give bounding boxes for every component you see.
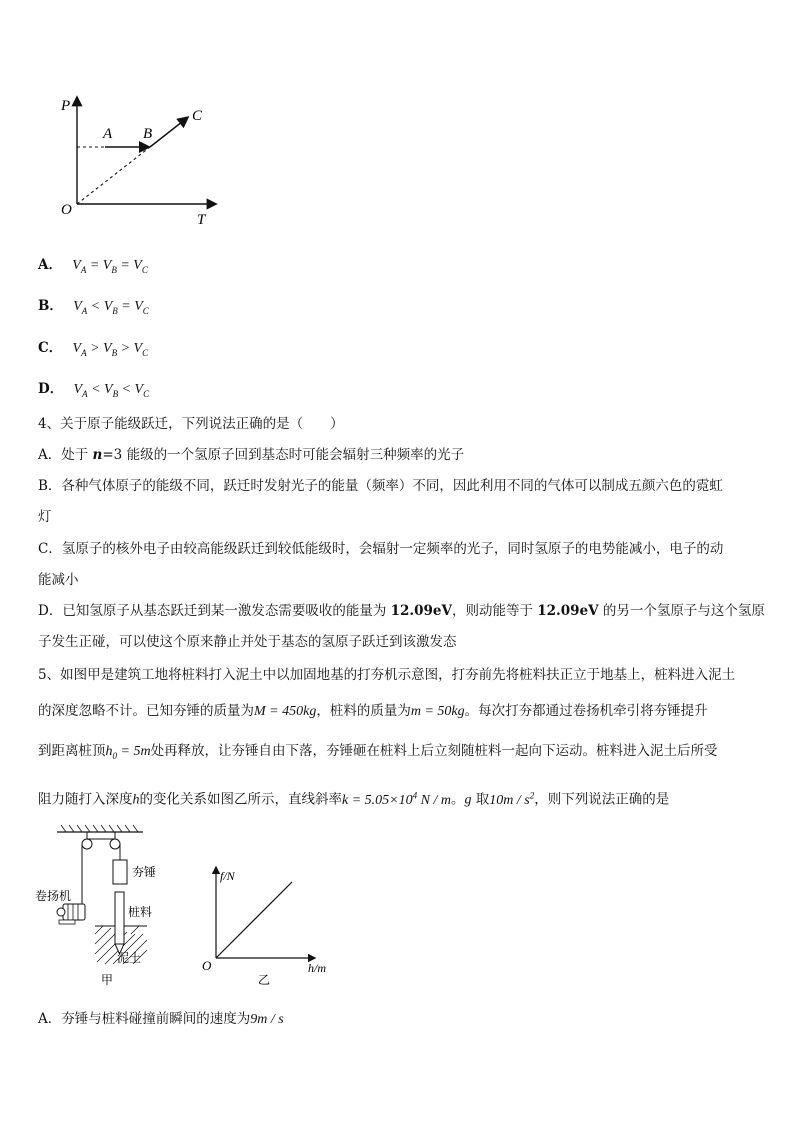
point-b-label: B [143,126,153,142]
pile-label: 桩料 [128,905,153,919]
q5-line2: 的深度忽略不计。已知夯锤的质量为M = 450kg，桩料的质量为m = 50kg。每次打夯都通过卷扬机牵引将夯锤提升 [38,703,708,719]
winch-label: 卷扬机 [35,889,72,903]
origin-label: O [61,202,72,218]
q5-option-a: A．夯锤与桩料碰撞前瞬间的速度为9m / s [38,1011,284,1027]
ceiling-hatch [61,825,138,832]
hammer [113,860,127,884]
point-c-label: C [192,108,203,124]
t-axis-label: T [197,212,206,227]
pulley-right [110,839,120,849]
q5-line4: 阻力随打入深度h的变化关系如图乙所示，直线斜率$k = 5.05\times 10^4$ N / m。g 取$10m / s^2$，则下列说法正确的是 [38,790,670,808]
q5-line3: 到距离桩顶$h_0 = 5m$处再释放，让夯锤自由下落，夯锤砸在桩料上后立刻随桩料一起向下运动。桩料进入泥土后所受 [38,743,718,761]
q4-option-b-line2: 灯 [38,509,52,525]
q4-stem: 4、关于原子能级跃迁，下列说法正确的是（ ） [38,416,344,432]
q4-option-a: A．处于 n=3 能级的一个氢原子回到基态时可能会辐射三种频率的光子 [38,447,465,463]
q4-option-d-line2: 子发生正碰，可以使这个原来静止并处于基态的氢原子跃迁到该激发态 [38,634,457,650]
q5-line1: 5、如图甲是建筑工地将桩料打入泥土中以加固地基的打夯机示意图，打夯前先将桩料扶正立于地基上，桩料进入泥土 [38,667,736,683]
q3-option-c: C． $V_A > V_B > V_C$ [38,340,149,358]
f-h-line [216,882,292,958]
point-a-label: A [103,126,113,142]
segment-bc [150,118,187,147]
figure-yi-caption: 乙 [258,973,271,987]
q3-option-d: D． $V_A < V_B < V_C$ [38,381,150,399]
figure-jia [35,822,185,992]
q4-option-d-line1: D．已知氢原子从基态跃迁到某一激发态需要吸收的能量为 12.09eV，则动能等于 12.09eV 的另一个氢原子与这个氢原 [38,603,765,619]
dashed-diagonal [77,147,150,204]
winch [63,904,85,920]
h-axis-label: h/m [308,961,326,975]
soil-label: 泥土 [117,951,142,965]
figure-jia-caption: 甲 [101,973,114,987]
hammer-label: 夯锤 [132,865,157,879]
origin-label: O [202,958,212,973]
q3-option-b: B． $V_A < V_B = V_C$ [38,298,149,316]
q4-option-b-line1: B．各种气体原子的能级不同，跃迁时发射光子的能量（频率）不同，因此利用不同的气体可以制成五颜六色的霓虹 [38,478,723,494]
pile [115,892,124,944]
q4-option-c-line1: C．氢原子的核外电子由较高能级跃迁到较低能级时，会辐射一定频率的光子，同时氢原子的电势能减小，电子的动 [38,541,724,557]
pt-graph [55,92,225,227]
q4-option-c-line2: 能减小 [38,572,79,588]
pulley-left [82,839,92,849]
q3-option-a: A． $V_A = V_B = V_C$ [38,257,148,275]
f-axis-label: f/N [220,869,235,883]
p-axis-label: P [61,98,71,114]
figure-yi [196,862,346,992]
